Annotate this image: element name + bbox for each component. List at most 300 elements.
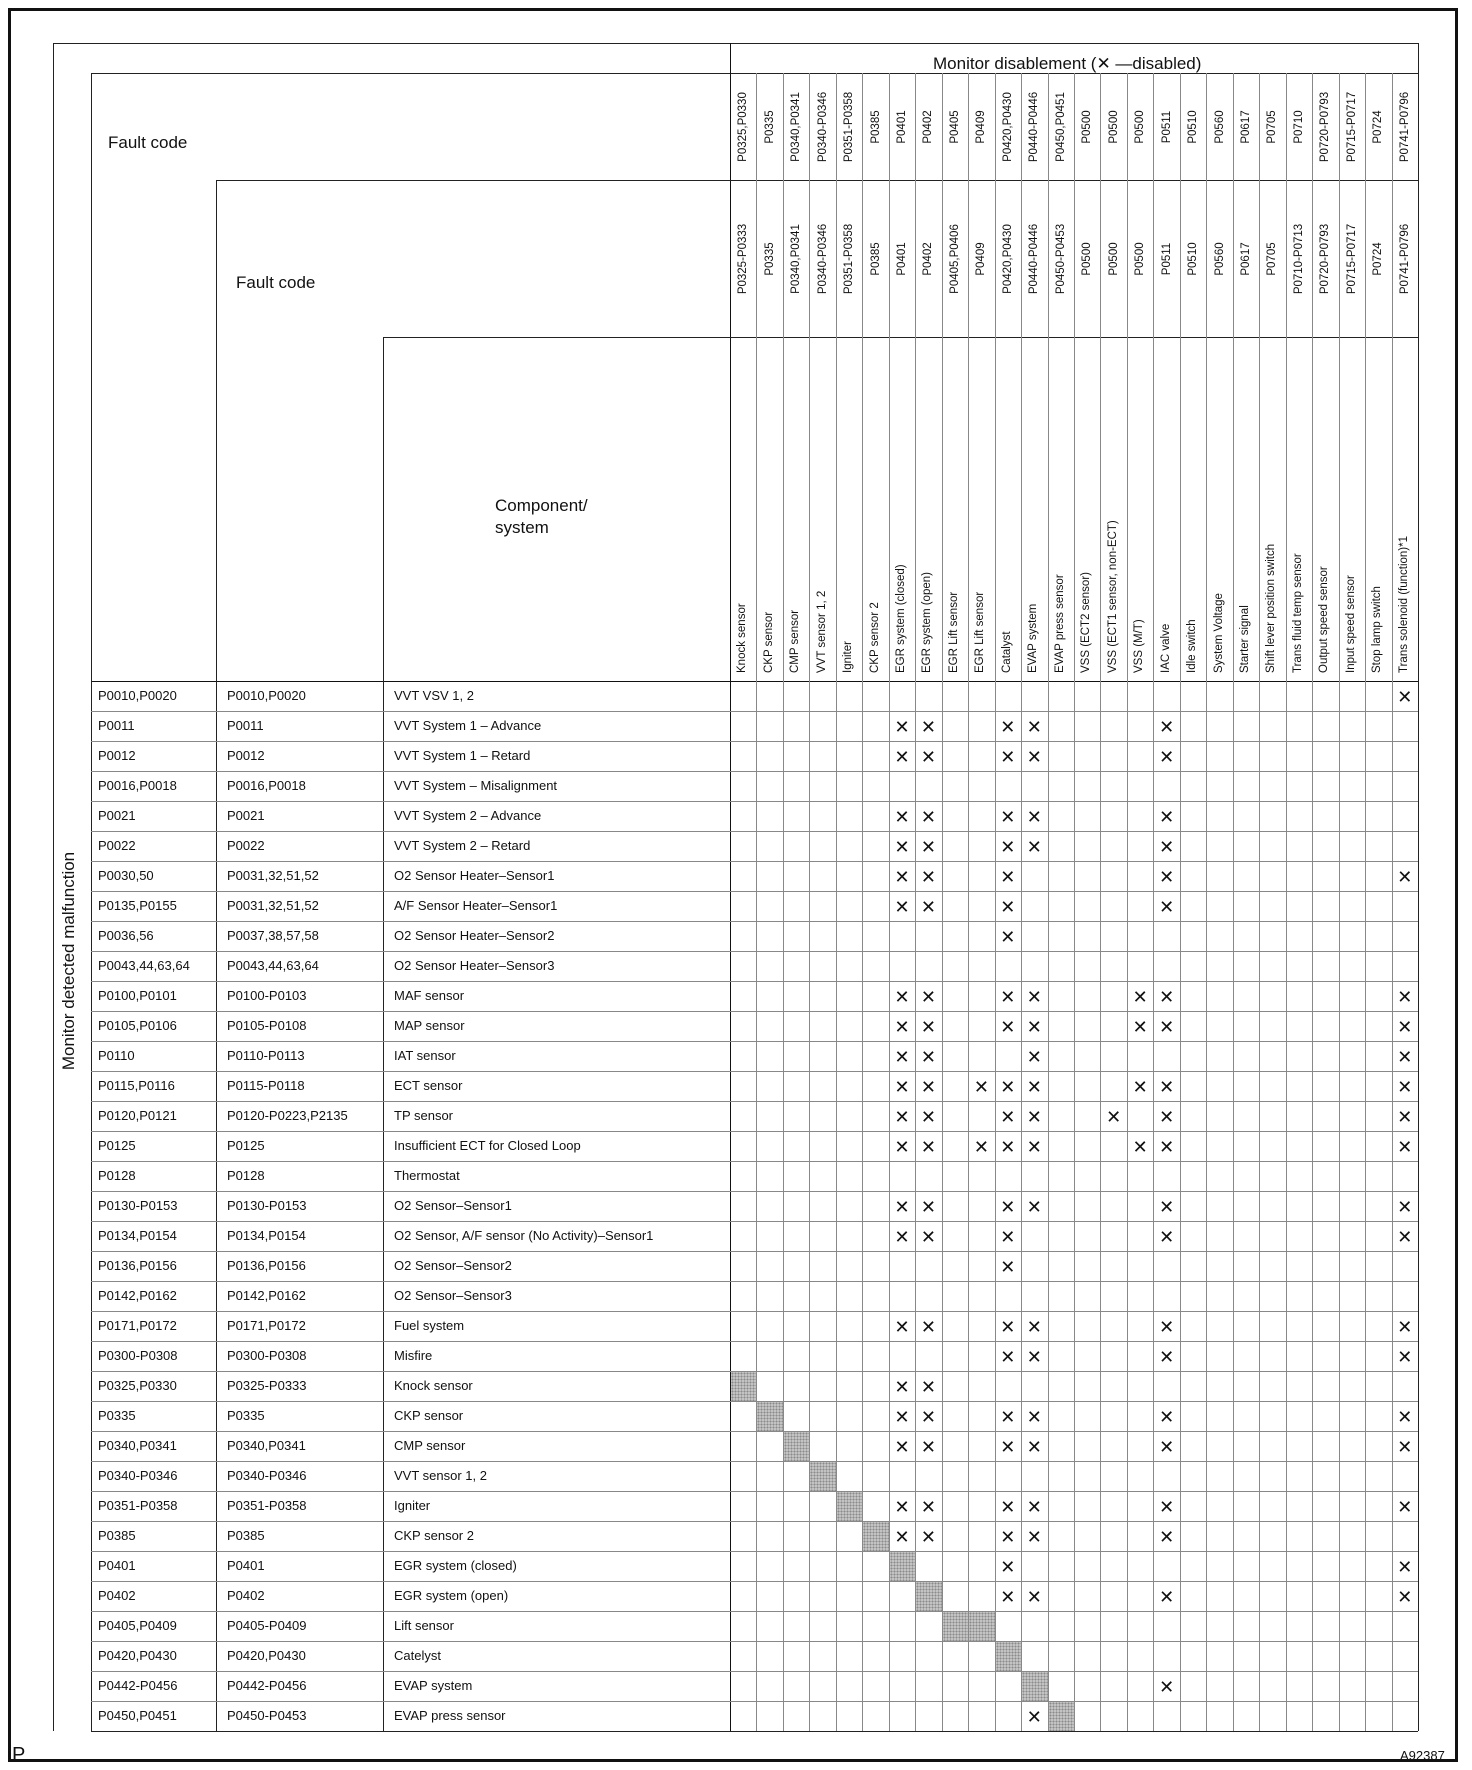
disabled-x-mark: ✕: [1159, 747, 1175, 767]
disabled-x-mark: ✕: [1026, 987, 1042, 1007]
monitor-col-code1: P0617: [1240, 109, 1252, 144]
disabled-x-mark: ✕: [1026, 1137, 1042, 1157]
monitor-col-name: Igniter: [842, 641, 855, 673]
row-line: [91, 1401, 1418, 1402]
row-line: [91, 1011, 1418, 1012]
row-line: [91, 951, 1418, 952]
disabled-x-mark: ✕: [1159, 1347, 1175, 1367]
row-code1: P0171,P0172: [98, 1318, 177, 1333]
row-code2: P0402: [227, 1588, 265, 1603]
disabled-x-mark: ✕: [1000, 927, 1016, 947]
disabled-x-mark: ✕: [1000, 717, 1016, 737]
monitor-col-code1: P0340,P0341: [790, 91, 803, 162]
disabled-x-mark: ✕: [894, 867, 910, 887]
col-line-code2: [216, 180, 217, 1731]
row-line: [91, 981, 1418, 982]
disabled-x-mark: ✕: [894, 1497, 910, 1517]
row-component: Lift sensor: [394, 1618, 454, 1633]
monitor-col-line: [915, 73, 916, 1731]
row-component: VVT System 2 – Advance: [394, 808, 542, 823]
row-component: EVAP system: [394, 1678, 473, 1693]
monitor-col-code2: P0724: [1372, 241, 1385, 276]
self-monitor-shade: [996, 1642, 1021, 1671]
monitor-col-code2: P0340,P0341: [790, 223, 803, 294]
disabled-x-mark: ✕: [920, 1017, 936, 1037]
disabled-x-mark: ✕: [1159, 1227, 1175, 1247]
disabled-x-mark: ✕: [1132, 1017, 1148, 1037]
self-monitor-shade: [863, 1522, 888, 1551]
row-code2: P0021: [227, 808, 265, 823]
disabled-x-mark: ✕: [1000, 897, 1016, 917]
row-line: [91, 741, 1418, 742]
monitor-col-code1: P0402: [922, 109, 935, 144]
row-component: CKP sensor: [394, 1408, 464, 1423]
self-monitor-shade: [757, 1402, 782, 1431]
row-component: TP sensor: [394, 1108, 454, 1123]
monitor-col-code1: P0420,P0430: [1001, 91, 1014, 162]
self-monitor-shade: [784, 1432, 809, 1461]
row-line: [91, 1431, 1418, 1432]
monitor-col-code2: P0500: [1134, 241, 1147, 276]
monitor-col-name: VSS (ECT2 sensor): [1080, 572, 1093, 673]
monitor-col-line: [756, 73, 757, 1731]
disabled-x-mark: ✕: [1397, 1407, 1413, 1427]
row-code1: P0043,44,63,64: [98, 958, 190, 973]
monitor-col-code2: P0402: [922, 241, 935, 276]
row-component: MAP sensor: [394, 1018, 465, 1033]
row-line: [91, 1341, 1418, 1342]
monitor-col-code1: P0720-P0793: [1319, 91, 1332, 162]
disabled-x-mark: ✕: [1026, 1527, 1042, 1547]
disabled-x-mark: ✕: [894, 1437, 910, 1457]
row-code2: P0016,P0018: [227, 778, 306, 793]
monitor-col-code1: P0705: [1266, 109, 1279, 144]
row-line: [91, 801, 1418, 802]
disabled-x-mark: ✕: [1159, 987, 1175, 1007]
disabled-x-mark: ✕: [1397, 1017, 1413, 1037]
disabled-x-mark: ✕: [920, 987, 936, 1007]
monitor-col-name: EVAP press sensor: [1053, 574, 1066, 673]
disabled-x-mark: ✕: [920, 1197, 936, 1217]
disabled-x-mark: ✕: [1000, 1227, 1016, 1247]
disabled-x-mark: ✕: [894, 837, 910, 857]
monitor-col-name: EGR Lift sensor: [947, 591, 960, 673]
disabled-x-mark: ✕: [1397, 1137, 1413, 1157]
disabled-x-mark: ✕: [1159, 1587, 1175, 1607]
monitor-col-name: Shift lever position switch: [1265, 543, 1278, 673]
disabled-x-mark: ✕: [1000, 1497, 1016, 1517]
col-line-code1: [91, 73, 92, 1731]
row-code2: P0420,P0430: [227, 1648, 306, 1663]
row-code1: P0115,P0116: [98, 1078, 175, 1093]
monitor-col-line: [1286, 73, 1287, 1731]
disabled-x-mark: ✕: [1159, 1317, 1175, 1337]
monitor-col-line: [1365, 73, 1366, 1731]
monitor-col-code1: P0560: [1213, 109, 1226, 144]
disabled-x-mark: ✕: [1397, 867, 1413, 887]
disabled-x-mark: ✕: [920, 747, 936, 767]
disabled-x-mark: ✕: [1000, 747, 1016, 767]
monitor-col-code1: P0405: [948, 109, 961, 144]
disabled-x-mark: ✕: [1000, 807, 1016, 827]
row-code1: P0022: [98, 838, 136, 853]
row-code2: P0110-P0113: [227, 1048, 305, 1063]
row-code2: P0120-P0223,P2135: [227, 1108, 348, 1123]
monitor-col-line: [1153, 73, 1154, 1731]
monitor-col-code2: P0405,P0406: [948, 223, 961, 294]
row-component: EGR system (open): [394, 1588, 509, 1603]
fault-code-header: Fault code: [108, 133, 188, 152]
row-code1: P0401: [98, 1558, 136, 1573]
row-line: [91, 1221, 1418, 1222]
row-code1: P0105,P0106: [98, 1018, 177, 1033]
monitor-col-code2: P0385: [869, 241, 882, 276]
monitor-col-name: Output speed sensor: [1318, 566, 1331, 673]
row-code1: P0325,P0330: [98, 1378, 177, 1393]
row-code2: P0125: [227, 1138, 265, 1153]
row-line: [91, 1311, 1418, 1312]
row-code1: P0385: [98, 1528, 136, 1543]
row-line: [91, 1671, 1418, 1672]
disabled-x-mark: ✕: [1159, 1137, 1175, 1157]
monitor-col-code2: P0510: [1187, 241, 1200, 276]
row-code1: P0335: [98, 1408, 136, 1423]
self-monitor-shade: [837, 1492, 862, 1521]
side-label: Monitor detected malfunction: [59, 851, 78, 1071]
disabled-x-mark: ✕: [1026, 1197, 1042, 1217]
row-line: [91, 1701, 1418, 1702]
disabled-x-mark: ✕: [1026, 1587, 1042, 1607]
monitor-col-name: EGR system (open): [921, 572, 934, 673]
disabled-x-mark: ✕: [1132, 1077, 1148, 1097]
disabled-x-mark: ✕: [894, 1077, 910, 1097]
disabled-x-mark: ✕: [973, 1077, 989, 1097]
row-component: Thermostat: [394, 1168, 460, 1183]
disabled-x-mark: ✕: [920, 1227, 936, 1247]
monitor-col-code2: P0500: [1081, 241, 1094, 276]
disabled-x-mark: ✕: [1159, 1407, 1175, 1427]
monitor-col-line: [1206, 73, 1207, 1731]
monitor-col-code2: P0705: [1266, 241, 1279, 276]
disabled-x-mark: ✕: [1159, 837, 1175, 857]
row-code1: P0011: [98, 718, 135, 733]
row-component: VVT System 2 – Retard: [394, 838, 531, 853]
row-code2: P0010,P0020: [227, 688, 306, 703]
disabled-x-mark: ✕: [1026, 1047, 1042, 1067]
disabled-x-mark: ✕: [1397, 1557, 1413, 1577]
monitor-col-line: [1100, 73, 1101, 1731]
disabled-x-mark: ✕: [894, 1527, 910, 1547]
disabled-x-mark: ✕: [1000, 837, 1016, 857]
table-left-border: [53, 43, 54, 1731]
monitor-col-code1: P0500: [1134, 109, 1147, 144]
row-line: [91, 831, 1418, 832]
row-code1: P0442-P0456: [98, 1678, 178, 1693]
monitor-col-name: CKP sensor: [762, 611, 775, 673]
row-component: IAT sensor: [394, 1048, 456, 1063]
row-code1: P0016,P0018: [98, 778, 177, 793]
row-code2: P0385: [227, 1528, 265, 1543]
disabled-x-mark: ✕: [1026, 1077, 1042, 1097]
monitor-col-code2: P0325-P0333: [737, 223, 750, 294]
row-component: EVAP press sensor: [394, 1708, 506, 1723]
disabled-x-mark: ✕: [1026, 1107, 1042, 1127]
disabled-x-mark: ✕: [973, 1137, 989, 1157]
disabled-x-mark: ✕: [1000, 1317, 1016, 1337]
disabled-x-mark: ✕: [920, 807, 936, 827]
monitor-col-code1: P0710: [1292, 109, 1305, 144]
disabled-x-mark: ✕: [1159, 717, 1175, 737]
row-line: [91, 1191, 1418, 1192]
row-component: VVT VSV 1, 2: [394, 688, 474, 703]
row-component: O2 Sensor–Sensor3: [394, 1288, 512, 1303]
monitor-col-code1: P0500: [1107, 109, 1120, 144]
disabled-x-mark: ✕: [1000, 1557, 1016, 1577]
row-component: MAF sensor: [394, 988, 465, 1003]
row-line: [91, 1581, 1418, 1582]
monitor-col-name: CKP sensor 2: [868, 602, 881, 673]
disabled-x-mark: ✕: [1159, 1527, 1175, 1547]
disabled-x-mark: ✕: [1000, 1527, 1016, 1547]
disabled-x-mark: ✕: [1026, 807, 1042, 827]
row-code1: P0125: [98, 1138, 136, 1153]
monitor-col-code2: P0340-P0346: [816, 223, 829, 294]
table-right-border: [1418, 43, 1419, 1731]
disabled-x-mark: ✕: [920, 717, 936, 737]
row-code2: P0171,P0172: [227, 1318, 306, 1333]
row-line: [91, 1611, 1418, 1612]
monitor-col-code2: P0401: [896, 241, 908, 276]
monitor-col-code1: P0724: [1372, 109, 1385, 144]
row-component: O2 Sensor Heater–Sensor2: [394, 928, 555, 943]
disabled-x-mark: ✕: [1026, 747, 1042, 767]
monitor-col-name: IAC valve: [1159, 623, 1172, 673]
row-code2: P0037,38,57,58: [227, 928, 319, 943]
row-code1: P0021: [98, 808, 136, 823]
disabled-x-mark: ✕: [1026, 1317, 1042, 1337]
monitor-col-name: EVAP system: [1027, 603, 1040, 673]
monitor-col-line: [1339, 73, 1340, 1731]
disabled-x-mark: ✕: [1397, 1197, 1413, 1217]
monitor-col-code2: P0420,P0430: [1001, 223, 1014, 294]
disabled-x-mark: ✕: [894, 717, 910, 737]
page-mark: P: [12, 1744, 26, 1766]
disabled-x-mark: ✕: [1397, 687, 1413, 707]
monitor-col-line: [942, 73, 943, 1731]
row-code2: P0022: [227, 838, 265, 853]
row-code1: P0135,P0155: [98, 898, 177, 913]
monitor-disablement-title: Monitor disablement (✕ —disabled): [933, 54, 1202, 73]
row-code2: P0136,P0156: [227, 1258, 306, 1273]
monitor-col-name: Stop lamp switch: [1371, 586, 1384, 673]
monitor-col-code2: P0450-P0453: [1054, 223, 1067, 294]
disabled-x-mark: ✕: [1397, 1497, 1413, 1517]
disabled-x-mark: ✕: [920, 1437, 936, 1457]
row-code1: P0136,P0156: [98, 1258, 177, 1273]
row-component: Misfire: [394, 1348, 433, 1363]
row-code1: P0351-P0358: [98, 1498, 178, 1513]
disabled-x-mark: ✕: [1397, 1107, 1413, 1127]
row-code1: P0405,P0409: [98, 1618, 177, 1633]
row-code2: P0105-P0108: [227, 1018, 307, 1033]
monitor-col-code1: P0500: [1081, 109, 1094, 144]
disabled-x-mark: ✕: [1397, 1587, 1413, 1607]
monitor-col-code2: P0335: [763, 241, 776, 276]
monitor-col-code1: P0351-P0358: [843, 91, 856, 162]
monitor-col-line: [1259, 73, 1260, 1731]
monitor-col-code1: P0440-P0446: [1028, 91, 1041, 162]
monitor-col-code2: P0710-P0713: [1292, 223, 1305, 294]
row-code2: P0130-P0153: [227, 1198, 307, 1213]
row-component: CMP sensor: [394, 1438, 466, 1453]
monitor-col-code2: P0409: [975, 241, 988, 276]
self-monitor-shade: [810, 1462, 835, 1491]
row-code1: P0110: [98, 1048, 135, 1063]
row-code2: P0100-P0103: [227, 988, 307, 1003]
row-code1: P0128: [98, 1168, 136, 1183]
disabled-x-mark: ✕: [920, 867, 936, 887]
monitor-col-name: Starter signal: [1239, 605, 1251, 673]
monitor-col-name: VVT sensor 1, 2: [815, 590, 828, 673]
fault-code-header-2: Fault code: [236, 273, 316, 292]
row-code2: P0011: [227, 718, 264, 733]
row-component: A/F Sensor Heater–Sensor1: [394, 898, 558, 913]
col-line-monitor-start: [730, 43, 731, 1731]
disabled-x-mark: ✕: [1132, 1137, 1148, 1157]
disabled-x-mark: ✕: [894, 1047, 910, 1067]
row-code2: P0128: [227, 1168, 265, 1183]
disabled-x-mark: ✕: [1026, 837, 1042, 857]
monitor-col-code2: P0741-P0796: [1398, 223, 1411, 294]
disabled-x-mark: ✕: [920, 1497, 936, 1517]
row-line: [91, 861, 1418, 862]
row-component: O2 Sensor Heater–Sensor1: [394, 868, 555, 883]
header-bottom-line: [91, 681, 1418, 682]
row-code2: P0115-P0118: [227, 1078, 305, 1093]
disabled-x-mark: ✕: [1000, 987, 1016, 1007]
disabled-x-mark: ✕: [894, 1317, 910, 1337]
row-code2: P0405-P0409: [227, 1618, 307, 1633]
row-code1: P0340,P0341: [98, 1438, 177, 1453]
monitor-col-line: [1312, 73, 1313, 1731]
row-line: [91, 1641, 1418, 1642]
monitor-col-name: Trans fluid temp sensor: [1291, 553, 1304, 673]
disabled-x-mark: ✕: [920, 1407, 936, 1427]
monitor-col-name: EGR Lift sensor: [974, 591, 987, 673]
disabled-x-mark: ✕: [1159, 1677, 1175, 1697]
monitor-col-name: Knock sensor: [736, 603, 749, 673]
row-line: [91, 1041, 1418, 1042]
disabled-x-mark: ✕: [894, 1407, 910, 1427]
monitor-col-line: [1392, 73, 1393, 1731]
row-code2: P0351-P0358: [227, 1498, 307, 1513]
disabled-x-mark: ✕: [1000, 1017, 1016, 1037]
disabled-x-mark: ✕: [1159, 1497, 1175, 1517]
row-code1: P0340-P0346: [98, 1468, 178, 1483]
disabled-x-mark: ✕: [894, 897, 910, 917]
disabled-x-mark: ✕: [894, 1107, 910, 1127]
disabled-x-mark: ✕: [1000, 1407, 1016, 1427]
self-monitor-shade: [916, 1582, 941, 1611]
disabled-x-mark: ✕: [894, 1137, 910, 1157]
header-line-monitor: [91, 73, 1418, 74]
row-code2: P0043,44,63,64: [227, 958, 319, 973]
table-top-border: [53, 43, 1418, 44]
disabled-x-mark: ✕: [1397, 987, 1413, 1007]
row-line: [91, 1161, 1418, 1162]
row-code2: P0325-P0333: [227, 1378, 307, 1393]
monitor-col-code2: P0351-P0358: [843, 223, 856, 294]
row-line: [91, 891, 1418, 892]
monitor-col-name: VSS (ECT1 sensor, non-ECT): [1106, 520, 1119, 673]
row-line: [91, 1251, 1418, 1252]
row-component: Knock sensor: [394, 1378, 473, 1393]
row-code2: P0442-P0456: [227, 1678, 307, 1693]
row-component: Catelyst: [394, 1648, 441, 1663]
row-component: EGR system (closed): [394, 1558, 517, 1573]
disabled-x-mark: ✕: [920, 1107, 936, 1127]
row-line: [91, 921, 1418, 922]
disabled-x-mark: ✕: [894, 1017, 910, 1037]
monitor-col-code1: P0385: [869, 109, 882, 144]
row-code1: P0120,P0121: [98, 1108, 177, 1123]
row-line: [91, 1281, 1418, 1282]
disabled-x-mark: ✕: [920, 897, 936, 917]
disabled-x-mark: ✕: [1026, 717, 1042, 737]
row-component: VVT System – Misalignment: [394, 778, 558, 793]
row-line: [91, 711, 1418, 712]
row-line: [91, 1551, 1418, 1552]
monitor-col-code2: P0617: [1240, 241, 1252, 276]
row-component: O2 Sensor Heater–Sensor3: [394, 958, 555, 973]
monitor-col-code2: P0715-P0717: [1345, 223, 1358, 294]
disabled-x-mark: ✕: [1000, 1197, 1016, 1217]
monitor-col-code2: P0511: [1160, 242, 1173, 275]
disabled-x-mark: ✕: [1397, 1317, 1413, 1337]
row-line: [91, 1521, 1418, 1522]
disabled-x-mark: ✕: [894, 1197, 910, 1217]
disabled-x-mark: ✕: [1026, 1347, 1042, 1367]
row-line: [91, 1491, 1418, 1492]
monitor-col-name: VSS (M/T): [1133, 619, 1146, 673]
row-code1: P0300-P0308: [98, 1348, 178, 1363]
self-monitor-shade: [731, 1372, 756, 1401]
disabled-x-mark: ✕: [1397, 1437, 1413, 1457]
monitor-col-code1: P0325,P0330: [737, 91, 750, 162]
row-code2: P0340-P0346: [227, 1468, 307, 1483]
row-code1: P0450,P0451: [98, 1708, 177, 1723]
disabled-x-mark: ✕: [920, 1317, 936, 1337]
disabled-x-mark: ✕: [1397, 1347, 1413, 1367]
monitor-col-name: Catalyst: [1000, 631, 1013, 673]
monitor-col-line: [1021, 73, 1022, 1731]
monitor-col-line: [1074, 73, 1075, 1731]
disabled-x-mark: ✕: [920, 1377, 936, 1397]
disabled-x-mark: ✕: [1159, 1017, 1175, 1037]
row-code1: P0100,P0101: [98, 988, 177, 1003]
header-line-faultcode2: [216, 180, 730, 181]
monitor-col-name: Idle switch: [1186, 619, 1199, 673]
monitor-col-line: [783, 73, 784, 1731]
row-component: Insufficient ECT for Closed Loop: [394, 1138, 581, 1153]
row-code1: P0010,P0020: [98, 688, 177, 703]
row-code2: P0142,P0162: [227, 1288, 306, 1303]
monitor-col-name: System Voltage: [1212, 593, 1225, 673]
row-line: [91, 1131, 1418, 1132]
disabled-x-mark: ✕: [1026, 1707, 1042, 1727]
row-component: O2 Sensor, A/F sensor (No Activity)–Sensor1: [394, 1228, 654, 1243]
disabled-x-mark: ✕: [1397, 1047, 1413, 1067]
